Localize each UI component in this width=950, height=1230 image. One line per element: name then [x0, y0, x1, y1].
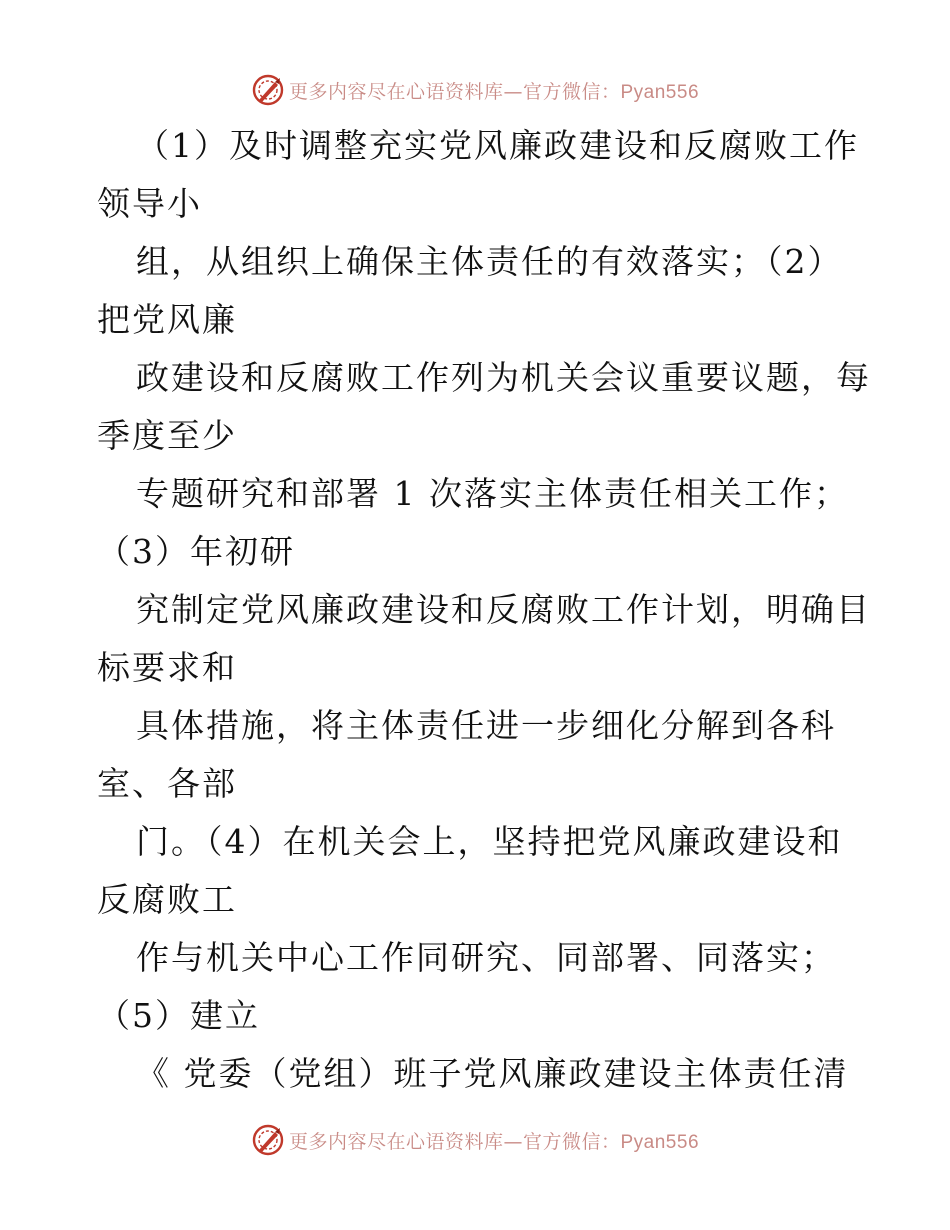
- quill-pen-logo-icon: [251, 1123, 285, 1157]
- body-line: 政建设和反腐败工作列为机关会议重要议题，每: [136, 358, 871, 397]
- body-line: 专题研究和部署 1 次落实主体责任相关工作；: [136, 474, 849, 513]
- body-line: 具体措施，将主体责任进一步细化分解到各科: [136, 706, 836, 745]
- body-line: 组，从组织上确保主体责任的有效落实；（2）: [136, 242, 843, 281]
- body-line: （1）及时调整充实党风廉政建设和反腐败工作: [136, 126, 859, 165]
- footer-wechat-id: Pyan556: [620, 1131, 700, 1153]
- body-line: 季度至少: [97, 416, 237, 455]
- body-line: 门。（4）在机关会上，坚持把党风廉政建设和: [136, 822, 843, 861]
- body-line: 反腐败工: [97, 880, 237, 919]
- body-line: 室、各部: [97, 764, 237, 803]
- body-line: 究制定党风廉政建设和反腐败工作计划，明确目: [136, 590, 871, 629]
- quill-pen-logo-icon: [251, 73, 285, 107]
- body-line: （5）建立: [97, 996, 260, 1035]
- header-wechat-id: Pyan556: [620, 81, 700, 103]
- footer-watermark-banner: [0, 1120, 950, 1160]
- body-line: 《 党委（党组）班子党风廉政建设主体责任清: [136, 1054, 849, 1093]
- header-watermark-banner: [0, 70, 950, 110]
- body-line: 把党风廉: [97, 300, 237, 339]
- body-line: 标要求和: [97, 648, 237, 687]
- body-line: 领导小: [97, 184, 202, 223]
- header-watermark-text: 更多内容尽在心语资料库—官方微信：Pyan556: [288, 80, 700, 103]
- body-line: （3）年初研: [97, 532, 295, 571]
- footer-watermark-text: 更多内容尽在心语资料库—官方微信：Pyan556: [288, 1130, 700, 1153]
- body-line: 作与机关中心工作同研究、同部署、同落实；: [136, 938, 836, 977]
